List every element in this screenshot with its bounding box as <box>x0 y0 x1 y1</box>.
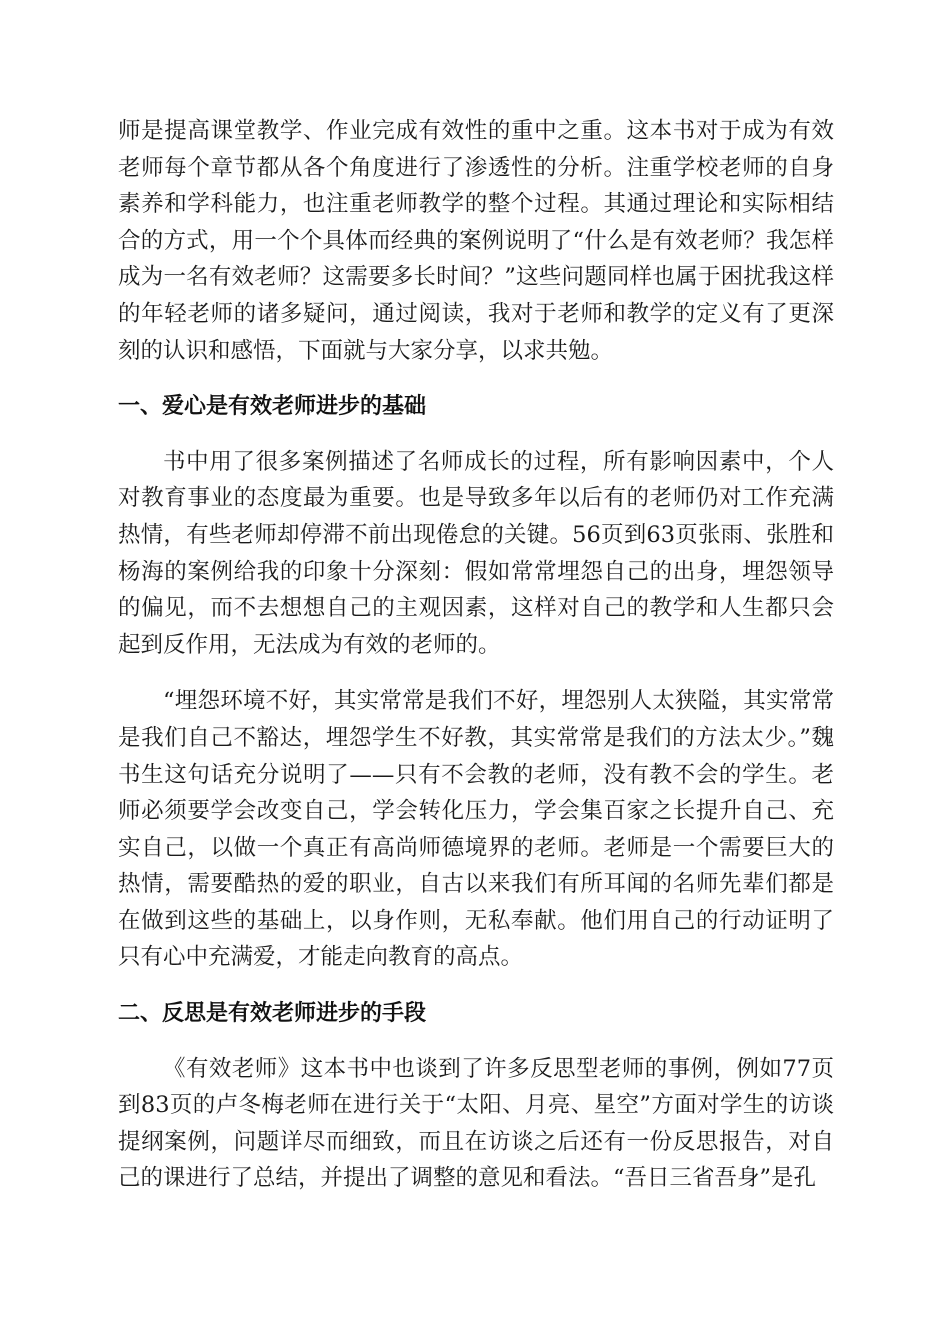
section-heading-love: 一、爱心是有效老师进步的基础 <box>118 394 427 420</box>
paragraph-intro-continuation: 师是提高课堂教学、作业完成有效性的重中之重。这本书对于成为有效老师每个章节都从各个角度进行了渗透性的分析。注重学校老师的自身素养和学科能力，也注重老师教学的整个过程。其通过理论和实际相结合的方式，用一个个具体而经典的案例说明了“什么是有效老师？我怎样成为一名有效老师？这需要多长时间？”这些问题同样也属于困扰我这样的年轻老师的诸多疑问，通过阅读，我对于老师和教学的定义有了更深刻的认识和感悟，下面就与大家分享，以求共勉。 <box>118 118 834 364</box>
paragraph-love-2: “埋怨环境不好，其实常常是我们不好，埋怨别人太狭隘，其实常常是我们自己不豁达，埋怨学生不好教，其实常常是我们的方法太少。”魏书生这句话充分说明了——只有不会教的老师，没有教不会的学生。老师必须要学会改变自己，学会转化压力，学会集百家之长提升自己、充实自己，以做一个真正有高尚师德境界的老师。老师是一个需要巨大的热情，需要酷热的爱的职业，自古以来我们有所耳闻的名师先辈们都是在做到这些的基础上，以身作则，无私奉献。他们用自己的行动证明了只有心中充满爱，才能走向教育的高点。 <box>118 688 834 971</box>
document-body <box>118 113 834 1197</box>
paragraph-reflection-1: 《有效老师》这本书中也谈到了许多反思型老师的事例，例如77页到83页的卢冬梅老师在进行关于“太阳、月亮、星空”方面对学生的访谈提纲案例，问题详尽而细致，而且在访谈之后还有一份反思报告，对自己的课进行了总结，并提出了调整的意见和看法。“吾日三省吾身”是孔 <box>118 1055 834 1192</box>
paragraph-love-1: 书中用了很多案例描述了名师成长的过程，所有影响因素中，个人对教育事业的态度最为重要。也是导致多年以后有的老师仍对工作充满热情，有些老师却停滞不前出现倦怠的关键。56页到63页张雨、张胜和杨海的案例给我的印象十分深刻：假如常常埋怨自己的出身，埋怨领导的偏见，而不去想想自己的主观因素，这样对自己的教学和人生都只会起到反作用，无法成为有效的老师的。 <box>118 448 834 658</box>
section-heading-reflection: 二、反思是有效老师进步的手段 <box>118 1001 427 1027</box>
